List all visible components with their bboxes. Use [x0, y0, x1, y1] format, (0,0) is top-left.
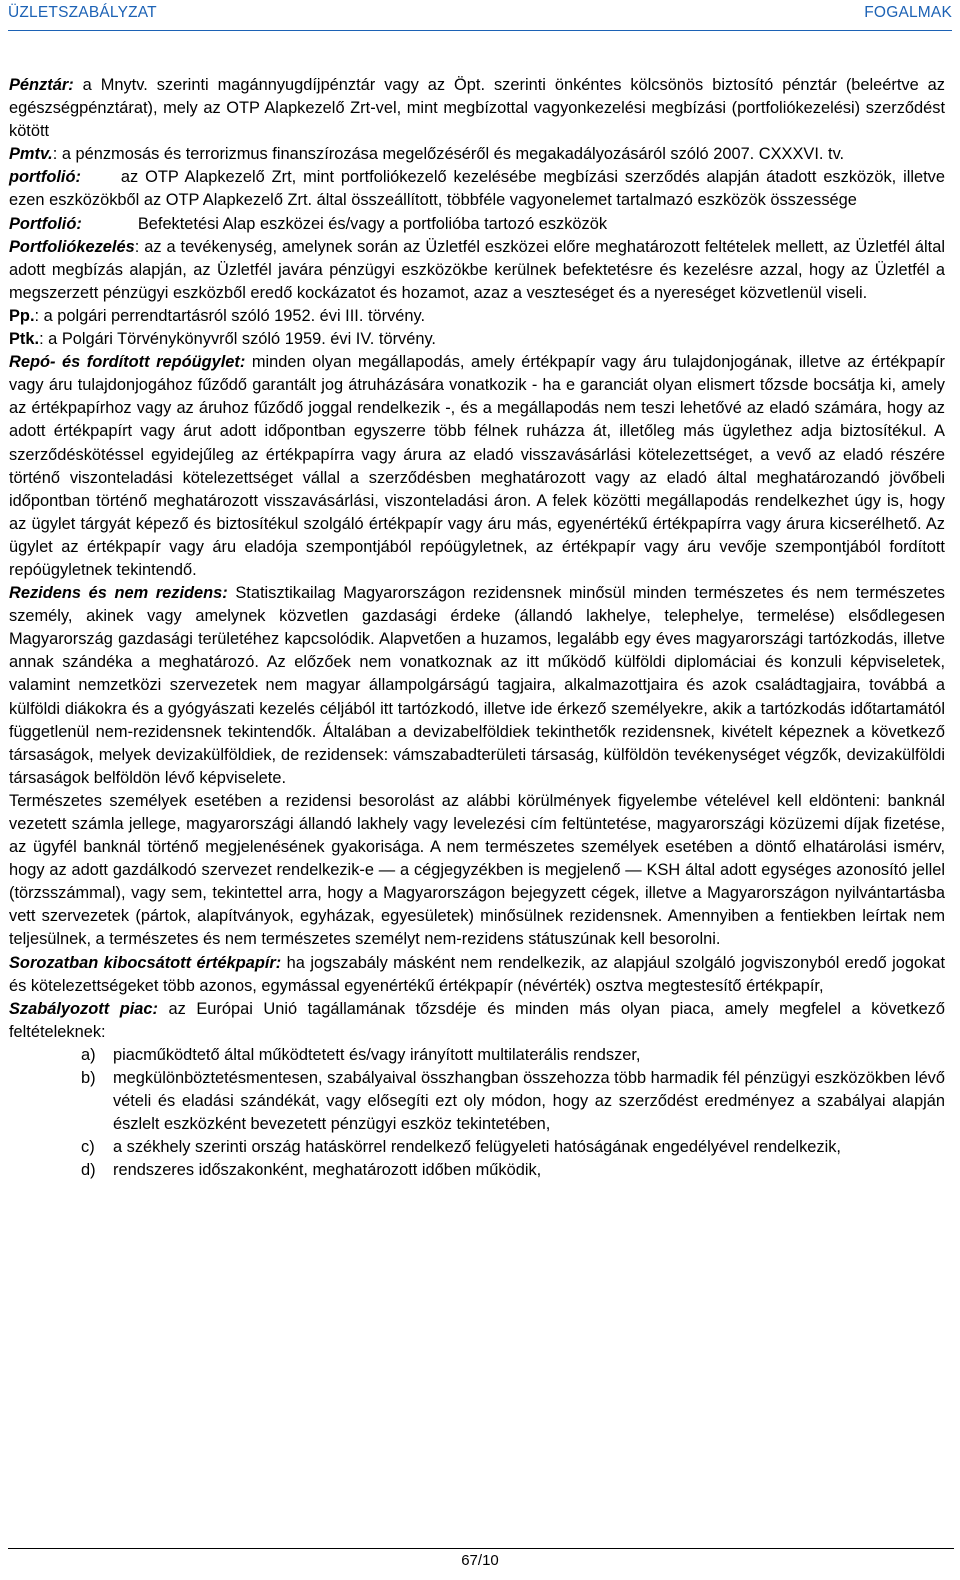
list-marker: b) [81, 1069, 96, 1088]
definition-penztar [9, 74, 945, 143]
definition-pp [9, 305, 945, 328]
term: Sorozatban kibocsátott értékpapír: [9, 953, 282, 972]
term: Pénztár: [9, 76, 74, 94]
definition-text: : az a tevékenység, amelynek során az Üzletfél eszközei előre meghatározott feltételek mellett, az Üzletfél által adott megbízás alapján, az Üzletfél javára pénzügyi eszközökbe kerülnek befektetésre és kezelésre azzal, hogy az Üzletfél a megszerzett pénzügyi eszközből eredő kockázatot és hozamot, azaz a veszteséget és a nyereséget közvetlenül viseli. [9, 237, 945, 302]
list-marker: d) [81, 1161, 96, 1180]
footer-divider [8, 1548, 954, 1549]
definition-sorozat [9, 952, 945, 998]
list-item-text: a székhely szerinti ország hatáskörrel rendelkező felügyeleti hatóságának engedélyével rendelkezik, [113, 1138, 841, 1157]
list-item [9, 1067, 945, 1136]
definition-szabalyozott [9, 998, 945, 1044]
list-item [9, 1044, 945, 1067]
page-header [8, 4, 952, 28]
term: Pmtv. [9, 145, 53, 164]
term: Pp. [9, 306, 35, 325]
term: Ptk. [9, 330, 40, 349]
paragraph-text: Természetes személyek esetében a rezidensi besorolást az alábbi körülmények figyelembe vételével kell eldönteni: banknál vezetett számla jellege, magyarországi állandó lakhely vagy levelezési cím feltüntetése, magyarországi közüzemi díjak fizetése, az ügyfél banknál történő megjelenésének gyakorisága. A nem természetes személyek esetében a döntő elhatárolási ismérv, hogy az adott gazdálkodó szervezet rendelkezik-e — a cégjegyzékben is megjelenő — KSH által adott egységes azonosító jellel (törzsszámmal), vagy sem, tekintettel arra, hogy a Magyarországon bejegyzett cégek, illetve a Magyarországon nyilvántartásba vett szervezetek (pártok, alapítványok, egyházak, egyesületek) minősülnek rezidensnek. Amennyiben a fentiekben leírtak nem teljesülnek, a természetes és nem természetes személyt nem-rezidens státuszúnak kell besorolni. [9, 791, 945, 949]
list-item-text: megkülönböztetésmentesen, szabályaival összhangban összehozza több harmadik fél pénzügyi eszközökben lévő vételi és eladási szándékát, vagy elősegíti ezt oly módon, hogy az szerződést eredményez a szabályai alapján észlelt eszközként bevezetett pénzügyi eszköz tekintetében, [113, 1069, 945, 1134]
list-item-text: rendszeres időszakonként, meghatározott időben működik, [113, 1161, 542, 1180]
definition-text: : a polgári perrendtartásról szóló 1952. évi III. törvény. [34, 306, 426, 325]
definition-text: Statisztikailag Magyarországon rezidensnek minősül minden természetes és nem természetes személy, akinek vagy amelynek közvetlen gazdasági érdeke (állandó lakhelye, telephelye, termelése) elsődlegesen Magyarország gazdasági területéhez kapcsolódik. Alapvetően a huzamos, legalább egy éves magyarországi tartózkodás, illetve annak szándéka a meghatározó. Az előzőek nem vonatkoznak az itt működő külföldi diplomáciai és konzuli képviseletek, valamint nemzetközi szervezetek nem magyar állampolgárságú tagjaira, alkalmazottjaira és azok családtagjaira, továbbá a külföldi diákokra és a gyógyászati kezelés céljából itt tartózkodó, illetve ide érkező személyekre, akik a tartózkodás időtartamától függetlenül nem-rezidensnek tekintendők. Általában a devizabelföldiek tekinthetők rezidensnek, kivételt képeznek a következő társaságok, melyek devizakülföldiek, de rezidensek: vámszabadterületi társaság, külföldön tevékenységet végzők, devizakülföldi társaságok belföldön lévő képviselete. [9, 584, 946, 787]
criteria-list [9, 1044, 945, 1183]
term: portfolió: [9, 168, 81, 187]
term: Portfolió: [9, 214, 82, 233]
header-divider [8, 30, 952, 31]
term: Repó- és fordított repóügylet: [9, 353, 246, 372]
document-title: ÜZLETSZABÁLYZAT [8, 4, 157, 21]
definition-text: az OTP Alapkezelő Zrt, mint portfoliókezelő kezelésébe megbízási szerződés alapján átadott eszközök, illetve ezen eszközökből az OTP Alapkezelő Zrt. által összeállított, többféle vagyonelemet tartalmazó eszközök összessége [9, 168, 945, 210]
definition-text: az Európai Unió tagállamának tőzsdéje és minden más olyan piaca, amely megfelel a következő feltételeknek: [9, 999, 945, 1041]
definition-portfolio-alap [9, 213, 945, 236]
definition-text: Befektetési Alap eszközei és/vagy a portfolióba tartozó eszközök [137, 214, 608, 233]
list-marker: c) [81, 1138, 95, 1157]
definition-portfolio [9, 166, 945, 212]
definition-rezidens [9, 582, 945, 790]
list-item [9, 1136, 945, 1159]
list-marker: a) [81, 1045, 96, 1064]
definition-pmtv [9, 143, 945, 166]
definition-repo [9, 351, 945, 582]
definition-text: ha jogszabály másként nem rendelkezik, az alapjául szolgáló jogviszonyból eredő jogokat és kötelezettségeket több azonos, egymással egyenértékű értékpapír (névérték) osztva megtestesítő értékpapír, [9, 953, 945, 995]
term: Szabályozott piac: [9, 999, 158, 1018]
term: Portfoliókezelés [9, 237, 135, 256]
definition-text: : a Polgári Törvénykönyvről szóló 1959. évi IV. törvény. [39, 330, 436, 349]
list-item [9, 1159, 945, 1182]
section-title: FOGALMAK [864, 4, 952, 21]
paragraph-termeszetes [9, 790, 945, 952]
definition-text: a Mnytv. szerinti magánnyugdíjpénztár vagy az Öpt. szerinti önkéntes kölcsönös biztosító pénztár (beleértve az egészségpénztárat), mely az OTP Alapkezelő Zrt-vel, mint megbízottal vagyonkezelési megbízási (portfoliókezelési) szerződést kötött [9, 76, 945, 141]
list-item-text: piacműködtető által működtetett és/vagy irányított multilaterális rendszer, [113, 1045, 641, 1064]
definition-text: minden olyan megállapodás, amely értékpapír vagy áru tulajdonjogának, illetve az értékpapír vagy áru tulajdonjogához fűződő garantált jog átruházására vonatkozik - ha e garanciát olyan elismert tőzsde bocsátja ki, amely az értékpapírhoz vagy az áruhoz fűződő joggal rendelkezik -, és a megállapodás nem teszi lehetővé az eladó számára, hogy az adott értékpapírt vagy árut adott időpontban egyszerre több félnek ruházza át, illetőleg más ügylethez adja biztosítékul. A szerződéskötéssel egyidejűleg az értékpapírra vagy árura az eladó visszavásárlási kötelezettséget, a vevő az eladó részére történő viszonteladási kötelezettséget vállal a szerződésben meghatározott vagy az eladó által meghatározandó jövőbeli időpontban történő meghatározott visszavásárlási, viszonteladási áron. A felek közötti megállapodás rendelkezhet úgy is, hogy az ügylet tárgyát képező és biztosítékul szolgáló értékpapír vagy áru más, egyenértékű értékpapírra vagy árura kicserélhető. Az ügylet az értékpapír vagy áru eladója szempontjából repóügyletnek, az értékpapír vagy áru vevője szempontjából fordított repóügyletnek tekintendő. [9, 353, 946, 579]
term: Rezidens és nem rezidens: [9, 584, 228, 603]
definition-ptk [9, 328, 945, 351]
definition-text: : a pénzmosás és terrorizmus finanszírozása megelőzéséről és megakadályozásáról szóló 2007. CXXXVI. tv. [52, 145, 845, 164]
document-body [9, 74, 945, 1183]
definition-portfoliokezeles [9, 236, 945, 305]
page-number: 67/10 [461, 1552, 499, 1569]
